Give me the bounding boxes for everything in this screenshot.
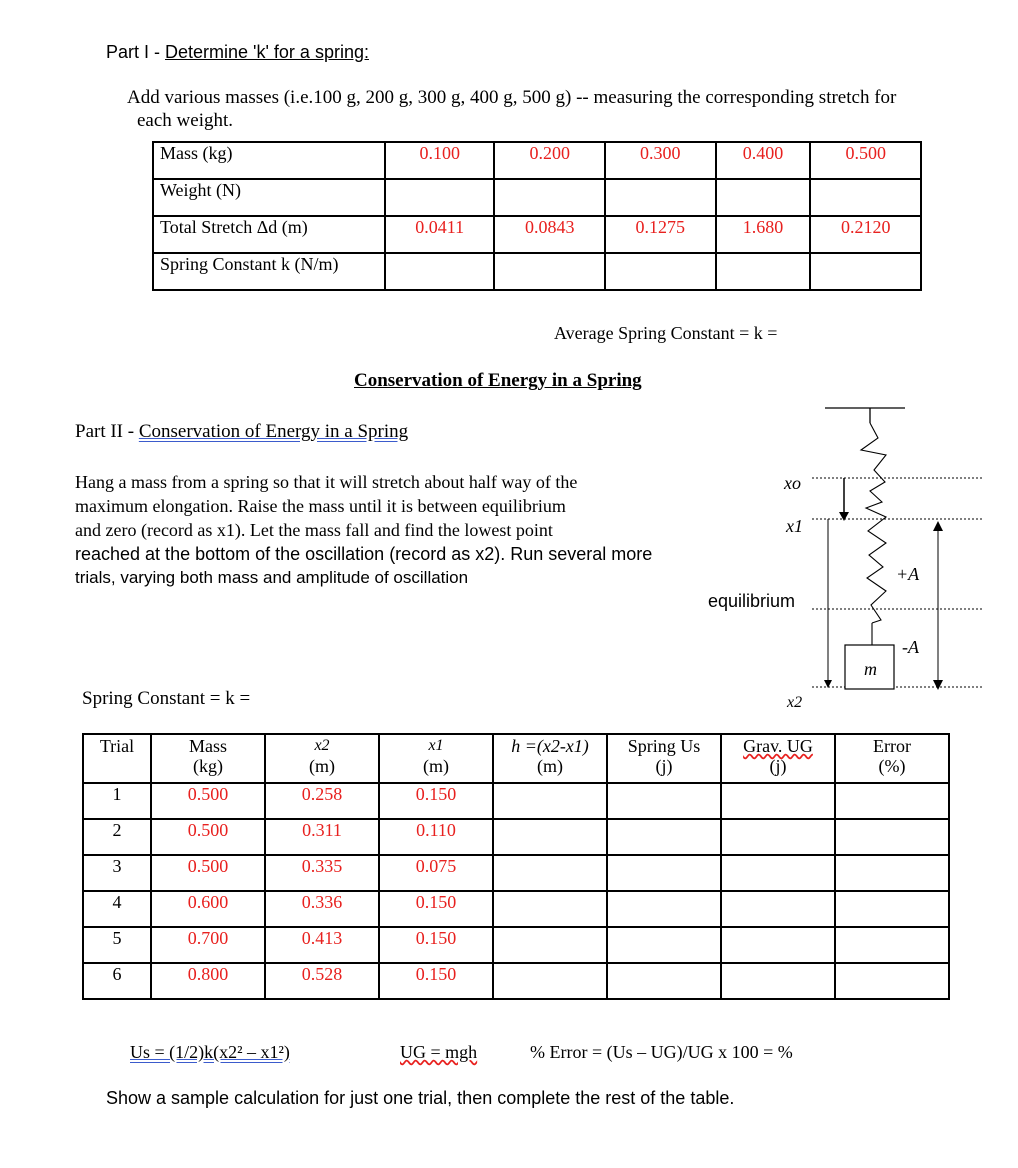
table-cell: 0.500 [810, 142, 921, 179]
cell-error[interactable] [835, 891, 949, 927]
cell-grav-ug[interactable] [721, 963, 835, 999]
table-cell: 0.200 [494, 142, 605, 179]
table-cell: 0.400 [716, 142, 811, 179]
table-cell: 0.2120 [810, 216, 921, 253]
cell-grav-ug[interactable] [721, 783, 835, 819]
table-row [83, 927, 949, 963]
header-error: Error (%) [835, 734, 949, 783]
spring-constant-table [152, 141, 922, 291]
part2-heading: Part II - Conservation of Energy in a Spring [75, 421, 409, 442]
cell-trial: 1 [83, 783, 151, 819]
cell-grav-ug[interactable] [721, 819, 835, 855]
table-cell: 0.300 [605, 142, 716, 179]
cell-mass: 0.500 [151, 819, 265, 855]
cell-x2: 0.311 [265, 819, 379, 855]
cell-h[interactable] [493, 819, 607, 855]
part2-instructions: Hang a mass from a spring so that it will stretch about half way of the maximum elongation. Raise the mass until it is between equilibrium and zero (record as x1). Let the mass fall and find the lowest point reached at the bottom of the oscillation (record as x2). Run several more trials, varying both mass and amplitude of oscillation [75, 472, 653, 587]
cell-x2: 0.336 [265, 891, 379, 927]
page-title: Conservation of Energy in a Spring [354, 370, 642, 391]
table-cell: 0.0411 [385, 216, 494, 253]
cell-h[interactable] [493, 783, 607, 819]
table-row [83, 783, 949, 819]
cell-mass: 0.600 [151, 891, 265, 927]
formula-error: % Error = (Us – UG)/UG x 100 = % [530, 1042, 793, 1062]
formula-ug: UG = mgh [400, 1042, 478, 1062]
table-cell[interactable] [810, 253, 921, 290]
formula-us: Us = (1/2)k(x2² – x1²) [130, 1042, 290, 1062]
spring-coil [861, 423, 886, 623]
cell-mass: 0.800 [151, 963, 265, 999]
table-cell[interactable] [494, 179, 605, 216]
cell-spring-us[interactable] [607, 855, 721, 891]
table-cell[interactable] [385, 179, 494, 216]
cell-trial: 5 [83, 927, 151, 963]
cell-x1: 0.150 [379, 927, 493, 963]
cell-x2: 0.413 [265, 927, 379, 963]
header-trial: Trial [83, 734, 151, 783]
energy-table-header [83, 734, 949, 783]
row-label: Mass (kg) [153, 142, 385, 179]
table-cell[interactable] [605, 179, 716, 216]
cell-grav-ug[interactable] [721, 891, 835, 927]
cell-x1: 0.150 [379, 963, 493, 999]
cell-h[interactable] [493, 927, 607, 963]
cell-x1: 0.150 [379, 891, 493, 927]
cell-h[interactable] [493, 891, 607, 927]
table-row [153, 179, 921, 216]
table-cell: 0.1275 [605, 216, 716, 253]
footer-instructions: Show a sample calculation for just one trial, then complete the rest of the table. [106, 1088, 735, 1108]
row-label: Weight (N) [153, 179, 385, 216]
table-cell[interactable] [810, 179, 921, 216]
table-row [153, 142, 921, 179]
cell-x2: 0.258 [265, 783, 379, 819]
table-row [153, 216, 921, 253]
label-equilibrium: equilibrium [708, 591, 796, 611]
energy-table [82, 733, 950, 1000]
label-mass: m [864, 659, 877, 679]
cell-trial: 3 [83, 855, 151, 891]
amplitude-arrow-bottom [933, 680, 943, 690]
cell-error[interactable] [835, 819, 949, 855]
table-cell[interactable] [605, 253, 716, 290]
cell-x2: 0.528 [265, 963, 379, 999]
label-x1: x1 [786, 516, 803, 536]
table-row [83, 963, 949, 999]
table-cell[interactable] [385, 253, 494, 290]
label-plus-a: +A [896, 564, 920, 584]
cell-spring-us[interactable] [607, 783, 721, 819]
header-grav-ug: Grav. UG (j) [721, 734, 835, 783]
average-spring-constant: Average Spring Constant = k = [554, 323, 778, 343]
cell-x1: 0.075 [379, 855, 493, 891]
header-x2: x2 (m) [265, 734, 379, 783]
cell-trial: 6 [83, 963, 151, 999]
cell-grav-ug[interactable] [721, 927, 835, 963]
amplitude-arrow-top [933, 521, 943, 531]
table-cell: 0.0843 [494, 216, 605, 253]
part1-heading-link[interactable]: Determine 'k' for a spring: [165, 42, 369, 62]
cell-spring-us[interactable] [607, 963, 721, 999]
spring-diagram [700, 395, 1000, 705]
cell-x1: 0.150 [379, 783, 493, 819]
table-row [83, 819, 949, 855]
part2-heading-link[interactable]: Conservation of Energy in a Spring [138, 421, 409, 442]
cell-mass: 0.700 [151, 927, 265, 963]
cell-trial: 4 [83, 891, 151, 927]
table-row [83, 891, 949, 927]
cell-spring-us[interactable] [607, 927, 721, 963]
table-cell[interactable] [716, 253, 811, 290]
cell-error[interactable] [835, 963, 949, 999]
cell-h[interactable] [493, 963, 607, 999]
table-cell[interactable] [494, 253, 605, 290]
cell-h[interactable] [493, 855, 607, 891]
cell-trial: 2 [83, 819, 151, 855]
table-row [83, 855, 949, 891]
header-spring-us: Spring Us (j) [607, 734, 721, 783]
spring-constant-label: Spring Constant = k = [82, 688, 251, 709]
label-x2: x2 [787, 694, 803, 711]
cell-error[interactable] [835, 927, 949, 963]
cell-x2: 0.335 [265, 855, 379, 891]
cell-spring-us[interactable] [607, 819, 721, 855]
table-cell: 0.100 [385, 142, 494, 179]
part1-intro: Add various masses (i.e.100 g, 200 g, 300 g, 400 g, 500 g) -- measuring the corresponding stretch for each weight. [127, 87, 897, 131]
label-minus-a: -A [902, 637, 919, 657]
part1-heading: Part I - Determine 'k' for a spring: [106, 42, 369, 62]
header-x1: x1 (m) [379, 734, 493, 783]
table-row [153, 253, 921, 290]
cell-mass: 0.500 [151, 783, 265, 819]
cell-x1: 0.110 [379, 819, 493, 855]
cell-error[interactable] [835, 855, 949, 891]
header-h: h =(x2-x1) (m) [493, 734, 607, 783]
arrow-x0-x1 [839, 512, 849, 521]
table-cell: 1.680 [716, 216, 811, 253]
cell-grav-ug[interactable] [721, 855, 835, 891]
cell-mass: 0.500 [151, 855, 265, 891]
table-cell[interactable] [716, 179, 811, 216]
header-mass: Mass (kg) [151, 734, 265, 783]
cell-spring-us[interactable] [607, 891, 721, 927]
cell-error[interactable] [835, 783, 949, 819]
label-x0: xo [784, 473, 801, 493]
row-label: Spring Constant k (N/m) [153, 253, 385, 290]
row-label: Total Stretch Δd (m) [153, 216, 385, 253]
